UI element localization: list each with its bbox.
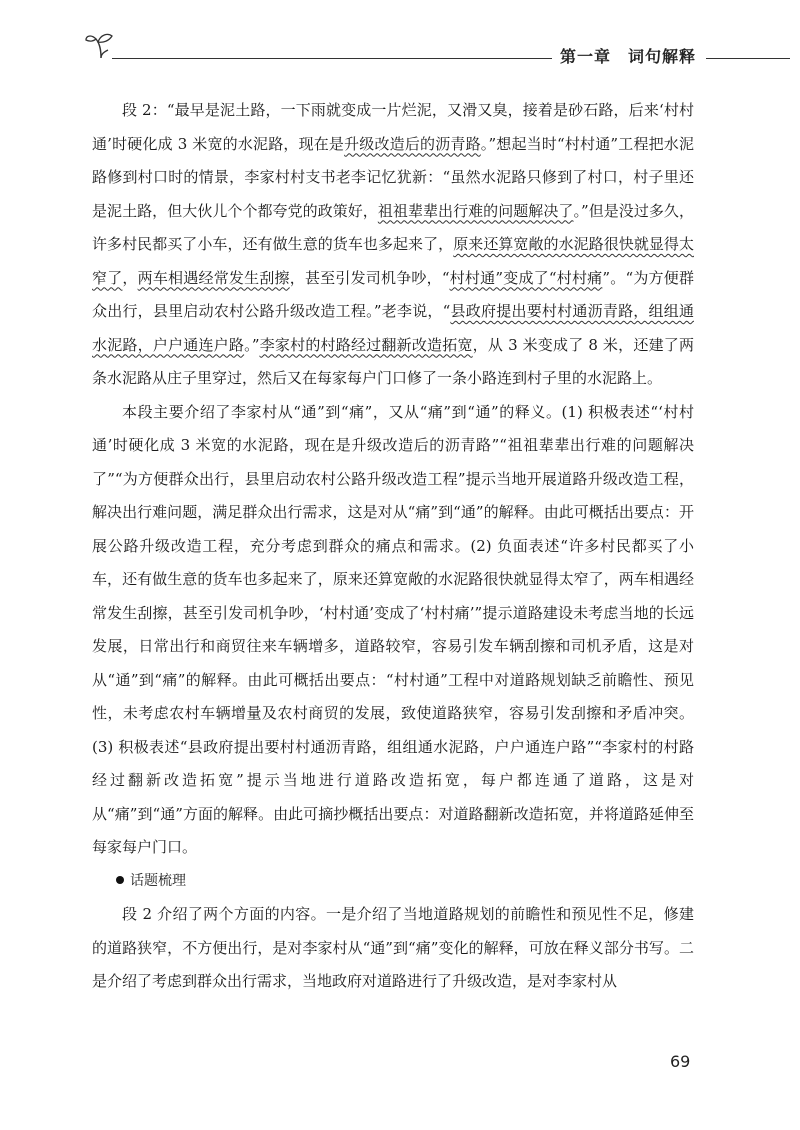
sprout-icon [84,30,118,60]
text-span: ， [122,268,138,287]
header-rule-right [706,58,790,59]
underlined-phrase: 村村通”变成了“村村痛 [449,268,603,287]
page-body [92,94,694,999]
text-span: ，从 3 米变成了 8 米，还建了两条水泥路从庄子里穿过，然后又在每家每户门口修了一条小路连到村子里的水泥路上。 [92,335,694,387]
text-span: ”。“为方便群众出行，县里启动农村公路升级改造工程。”老李说，“ [92,268,694,320]
paragraph-analysis: 本段主要介绍了李家村从“通”到“痛”，又从“痛”到“通”的释义。(1) 积极表述“‘村村通’时硬化成 3 米宽的水泥路，现在是升级改造后的沥青路”“祖祖辈辈出行难的问题解决了”“为方便群众出行，县里启动农村公路升级改造工程”提示当地开展道路升级改造工程，解决出行难问题，满足群众出行需求，这是对从“痛”到“通”的解释。由此可概括出要点：开展公路升级改造工程，充分考虑到群众的痛点和需求。(2) 负面表述“许多村民都买了小车，还有做生意的货车也多起来了，原来还算宽敞的水泥路很快就显得太窄了，两车相遇经常发生刮擦，甚至引发司机争吵，‘村村通’变成了‘村村痛’”提示道路建设未考虑当地的长远发展，日常出行和商贸往来车辆增多，道路较窄，容易引发车辆刮擦和司机矛盾，这是对从“通”到“痛”的解释。由此可概括出要点：“村村通”工程中对道路规划缺乏前瞻性、预见性，未考虑农村车辆增量及农村商贸的发展，致使道路狭窄，容易引发刮擦和矛盾冲突。(3) 积极表述“县政府提出要村村通沥青路，组组通水泥路，户户通连户路”“李家村的村路经过翻新改造拓宽”提示当地进行道路改造拓宽，每户都连通了道路，这是对从“痛”到“通”方面的解释。由此可摘抄概括出要点：对道路翻新改造拓宽，并将道路延伸至每家每户门口。 [92,402,694,856]
paragraph-topic: 段 2 介绍了两个方面的内容。一是介绍了当地道路规划的前瞻性和预见性不足，修建的道路狭窄，不方便出行，是对李家村从“通”到“痛”变化的解释，可放在释义部分书写。二是介绍了考虑到群众出行需求，当地政府对道路进行了升级改造，是对李家村从 [92,905,694,990]
text-span: 。”但是没过多久，许多村民都买了小车，还有做生意的货车也多起来了， [92,201,694,253]
topic-heading-label: 话题梳理 [130,872,186,889]
text-span: 。” [244,335,260,354]
text-span: 。”想起当时“村村通”工程把水泥路修到村口时的情景，李家村村支书老李记忆犹新：“虽然水泥路只修到了村口，村子里还是泥土路，但大伙儿个个都夸党的政策好， [92,134,694,220]
underlined-phrase: 升级改造后的沥青路 [344,134,481,153]
header-rule-left [112,58,552,59]
topic-heading [92,865,694,899]
text-span: 段 2：“最早是泥土路，一下雨就变成一片烂泥，又滑又臭，接着是砂石路，后来‘村村通’时硬化成 3 米宽的水泥路，现在是 [92,101,694,153]
paragraph-quote [92,94,694,396]
text-span: ，甚至引发司机争吵，“ [289,268,450,287]
underlined-phrase: 祖祖辈辈出行难的问题解决了 [377,201,574,220]
page-number: 69 [670,1052,691,1071]
underlined-phrase: 李家村的村路经过翻新改造拓宽 [259,335,473,354]
underlined-phrase: 县政府提出要村村通沥青路，组组通水泥路，户户通连户路 [92,302,694,354]
bullet-icon [116,876,124,884]
running-header [78,28,790,68]
underlined-phrase: 两车相遇经常发生刮擦 [137,268,290,287]
underlined-phrase: 原来还算宽敞的水泥路很快就显得太窄了 [92,235,694,287]
chapter-title: 第一章 词句解释 [560,47,697,66]
